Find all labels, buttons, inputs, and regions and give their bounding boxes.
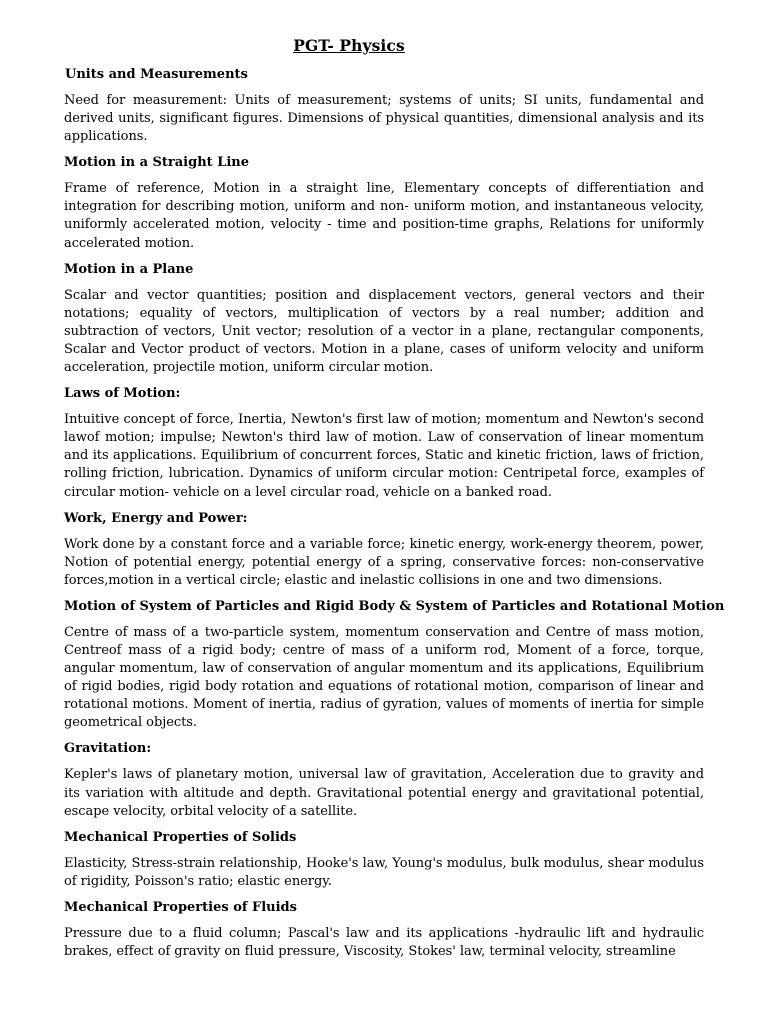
document-title: PGT- Physics — [293, 36, 405, 55]
section-gravitation — [64, 740, 704, 820]
section-laws-of-motion — [64, 385, 704, 501]
section-motion-straight-line — [64, 154, 704, 252]
section-body: Scalar and vector quantities; position and displacement vectors, general vectors and their notations; equality of vectors, multiplication of vectors by a real number; addition and subtraction of vectors, Unit vector; resolution of a vector in a plane, rectangular components, Scalar and Vector product of vectors. Motion in a plane, cases of uniform velocity and uniform acceleration, projectile motion, uniform circular motion. — [64, 287, 704, 376]
section-body: Intuitive concept of force, Inertia, Newton's first law of motion; momentum and Newton's second lawof motion; impulse; Newton's third law of motion. Law of conservation of linear momentum and its applications. Equilibrium of concurrent forces, Static and kinetic friction, laws of friction, rolling friction, lubrication. Dynamics of uniform circular motion: Centripetal force, examples of circular motion- vehicle on a level circular road, vehicle on a banked road. — [64, 412, 704, 500]
section-body: Need for measurement: Units of measurement; systems of units; SI units, fundamental and derived units, significant figures. Dimensions of physical quantities, dimensional analysis and its applications. — [64, 93, 704, 145]
section-motion-plane — [64, 261, 704, 377]
section-body: Centre of mass of a two-particle system, momentum conservation and Centre of mass motion, Centreof mass of a rigid body; centre of mass of a uniform rod, Moment of a force, torque, angular momentum, law of conservation of angular momentum and its applications, Equilibrium of rigid bodies, rigid body rotation and equations of rotational motion, comparison of linear and rotational motions. Moment of inertia, radius of gyration, values of moments of inertia for simple geometrical objects. — [64, 624, 704, 731]
section-heading: Gravitation: — [64, 741, 152, 757]
section-body: Work done by a constant force and a variable force; kinetic energy, work-energy theorem, power, Notion of potential energy, potential energy of a spring, conservative forces: non-conservative forces,motion in a vertical circle; elastic and inelastic collisions in one and two dimensions. — [64, 536, 704, 588]
document-content — [64, 66, 725, 969]
section-heading: Mechanical Properties of Fluids — [64, 899, 297, 915]
section-body: Frame of reference, Motion in a straight line, Elementary concepts of differentiation and integration for describing motion, uniform and non- uniform motion, and instantaneous velocity, uniformly accelerated motion, velocity - time and position-time graphs, Relations for uniformly accelerated motion. — [64, 181, 704, 251]
section-heading: Laws of Motion: — [64, 386, 181, 402]
section-properties-solids — [64, 829, 704, 891]
section-work-energy-power — [64, 510, 704, 590]
section-heading: Motion in a Plane — [64, 261, 194, 277]
section-heading: Units and Measurements — [65, 67, 248, 82]
section-body: Kepler's laws of planetary motion, universal law of gravitation, Acceleration due to gravity and its variation with altitude and depth. Gravitational potential energy and gravitational potential, escape velocity, orbital velocity of a satellite. — [64, 767, 704, 819]
section-heading: Work, Energy and Power: — [64, 510, 248, 526]
section-units-measurements — [64, 66, 704, 146]
section-rotational-motion — [64, 598, 725, 733]
section-body: Elasticity, Stress-strain relationship, Hooke's law, Young's modulus, bulk modulus, shear modulus of rigidity, Poisson's ratio; elastic energy. — [64, 855, 704, 889]
section-heading: Mechanical Properties of Solids — [64, 829, 297, 845]
section-heading: Motion of System of Particles and Rigid Body & System of Particles and Rotational Motion — [64, 598, 725, 614]
section-properties-fluids — [64, 899, 704, 961]
section-heading: Motion in a Straight Line — [64, 155, 249, 171]
section-body: Pressure due to a fluid column; Pascal's law and its applications -hydraulic lift and hydraulic brakes, effect of gravity on fluid pressure, Viscosity, Stokes' law, terminal velocity, streamline — [64, 925, 704, 959]
